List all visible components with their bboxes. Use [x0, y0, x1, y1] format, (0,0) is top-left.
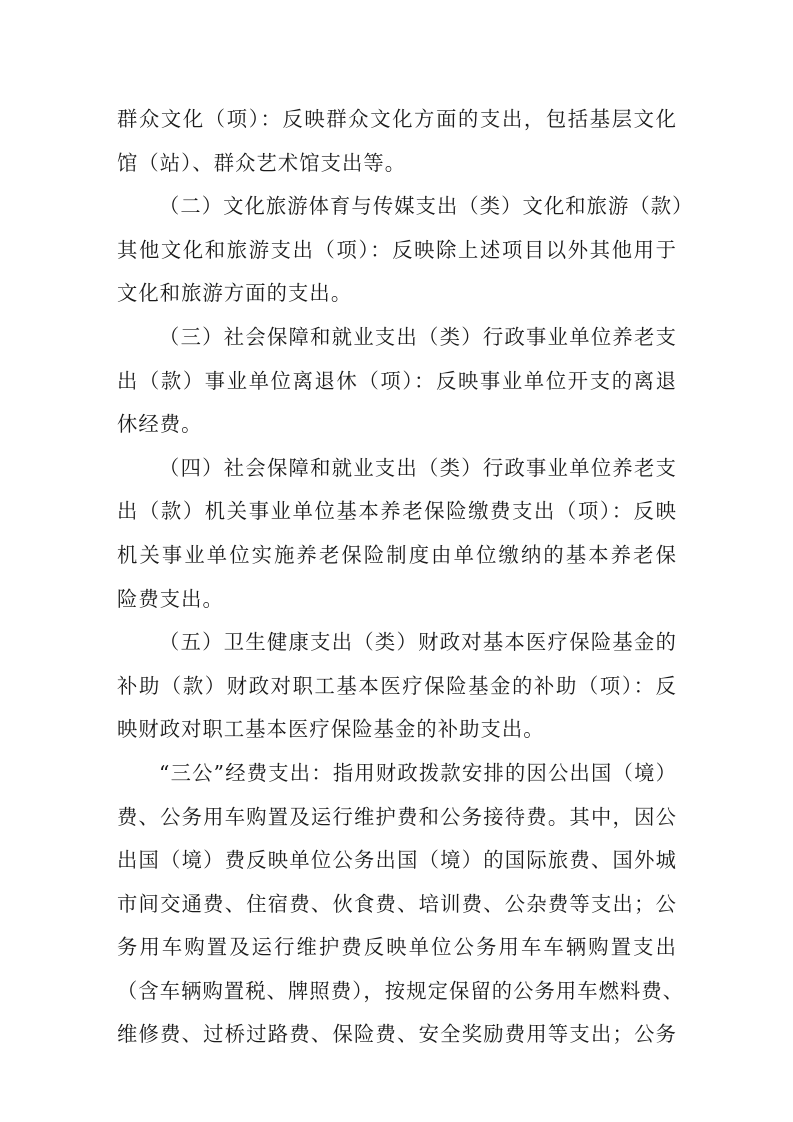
text-line: 馆（站）、群众艺术馆支出等。	[117, 150, 407, 175]
paragraph-item-2	[117, 185, 694, 316]
text-line: 机关事业单位实施养老保险制度由单位缴纳的基本养老保	[117, 542, 677, 567]
paragraph-three-public-expenses	[117, 752, 685, 1057]
text-line: 补助（款）财政对职工基本医疗保险基金的补助（项）：反	[117, 673, 677, 698]
text-line: 群众文化（项）：反映群众文化方面的支出，包括基层文化	[117, 107, 677, 131]
text-line: 维修费、过桥过路费、保险费、安全奖励费用等支出；公务	[117, 1022, 677, 1047]
text-line: 出（款）机关事业单位基本养老保险缴费支出（项）：反映	[117, 499, 677, 524]
text-line: （二）文化旅游体育与传媒支出（类）文化和旅游（款）	[159, 194, 694, 219]
text-line: 映财政对职工基本医疗保险基金的补助支出。	[117, 717, 545, 742]
text-line: （含车辆购置税、牌照费），按规定保留的公务用车燃料费、	[117, 978, 685, 1003]
paragraph-item-5	[117, 621, 677, 752]
text-line: 文化和旅游方面的支出。	[117, 281, 353, 306]
text-line: 险费支出。	[117, 586, 224, 611]
text-line: 务用车购置及运行维护费反映单位公务用车车辆购置支出	[117, 935, 677, 960]
text-line: 出（款）事业单位离退休（项）：反映事业单位开支的离退	[117, 368, 677, 393]
text-line: （四）社会保障和就业支出（类）行政事业单位养老支	[159, 455, 677, 480]
document-body	[117, 98, 694, 1057]
text-line: 市间交通费、住宿费、伙食费、培训费、公杂费等支出；公	[117, 891, 677, 916]
text-line: 出国（境）费反映单位公务出国（境）的国际旅费、国外城	[117, 848, 677, 873]
text-line: “三公”经费支出：指用财政拨款安排的因公出国（境）	[159, 760, 677, 785]
text-line: 其他文化和旅游支出（项）：反映除上述项目以外其他用于	[117, 237, 677, 262]
paragraph-mass-culture	[117, 98, 677, 185]
paragraph-item-3	[117, 316, 677, 447]
text-line: （五）卫生健康支出（类）财政对基本医疗保险基金的	[159, 630, 677, 655]
text-line: 休经费。	[117, 412, 203, 437]
text-line: 费、公务用车购置及运行维护费和公务接待费。其中，因公	[117, 804, 677, 829]
text-line: （三）社会保障和就业支出（类）行政事业单位养老支	[159, 324, 677, 349]
paragraph-item-4	[117, 447, 677, 621]
